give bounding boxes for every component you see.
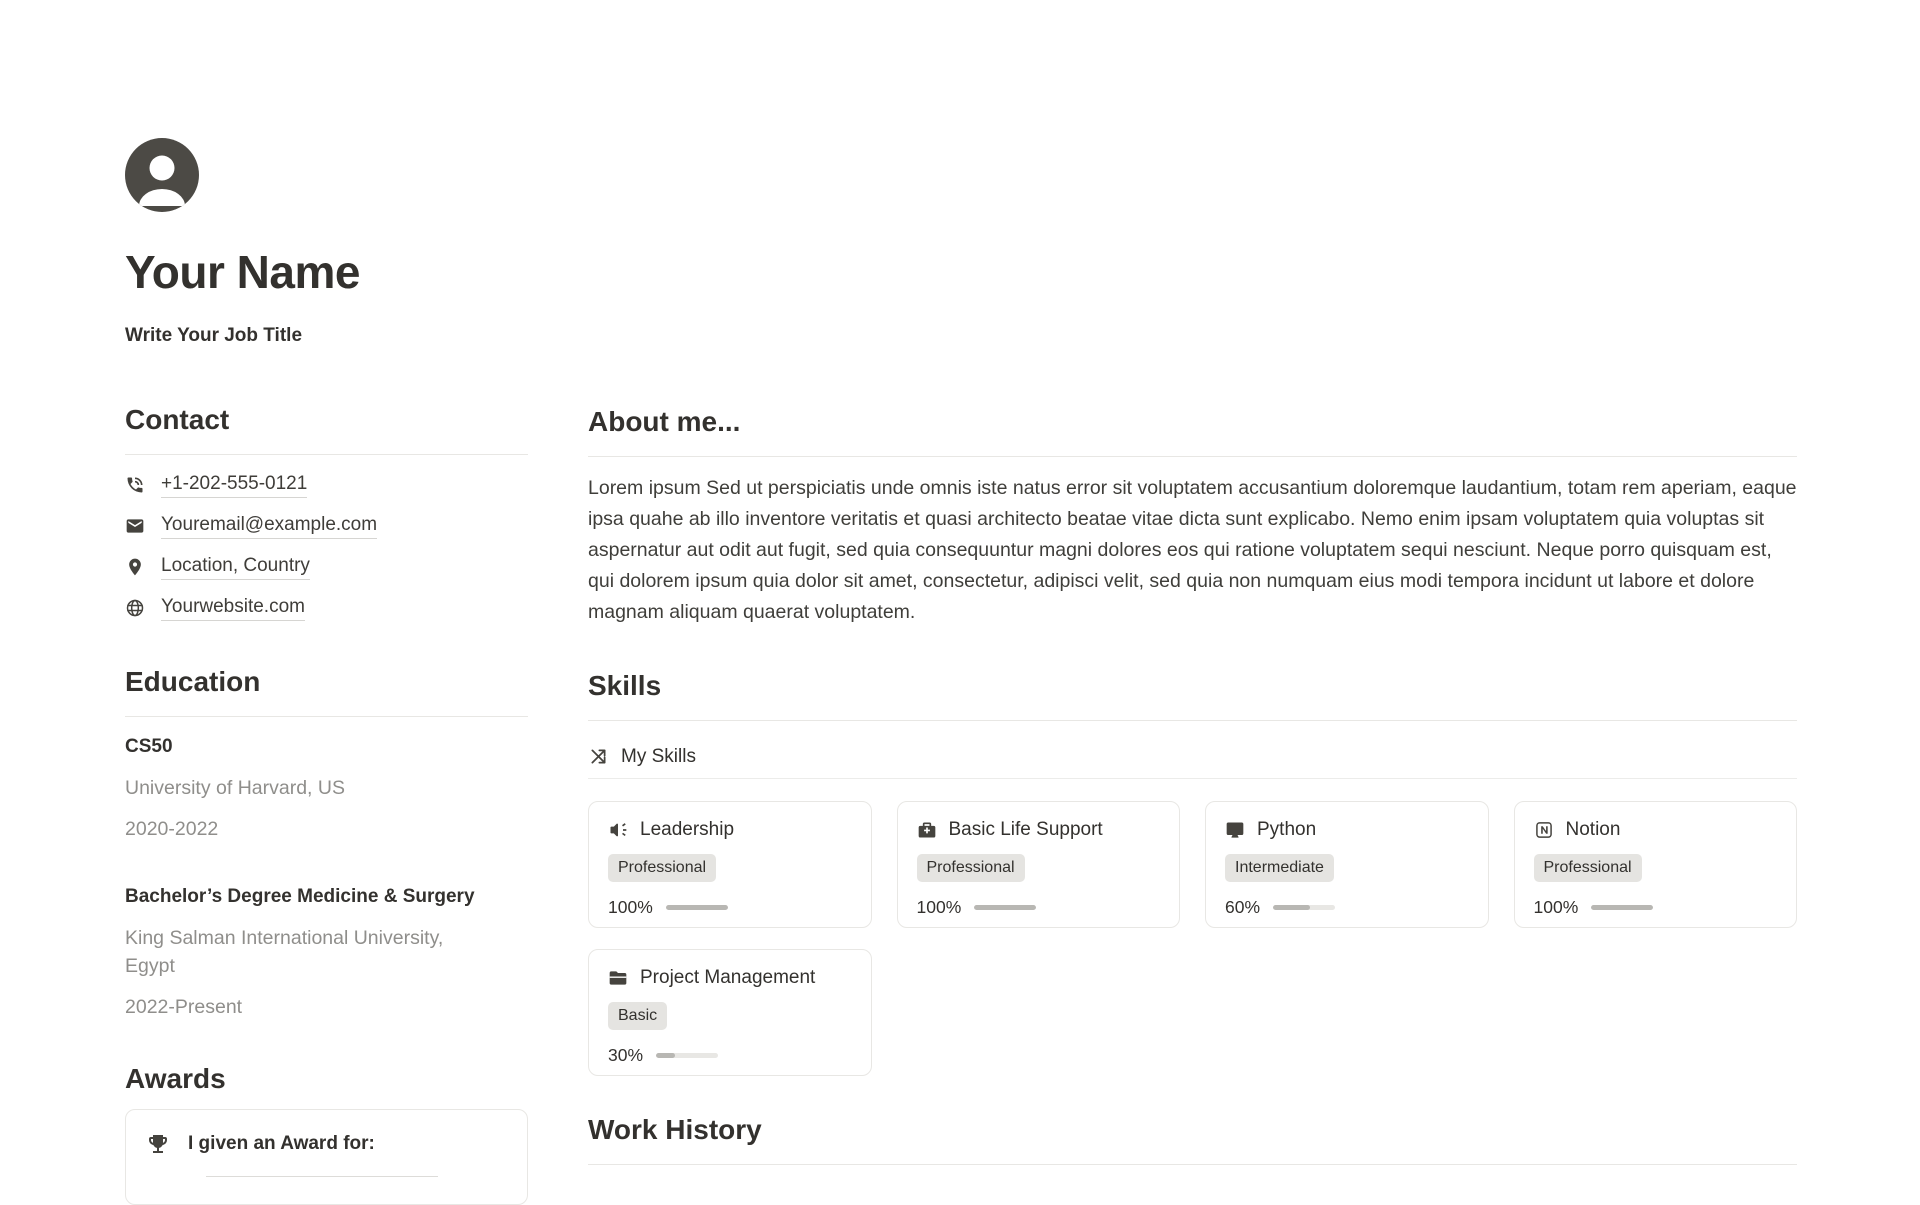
skill-card-head <box>917 819 1161 841</box>
skill-card-head <box>1225 819 1469 841</box>
skill-name: Leadership <box>640 819 735 840</box>
skill-card-head <box>608 819 852 841</box>
education-section <box>125 664 528 1021</box>
skill-level-badge: Basic <box>608 1002 667 1030</box>
progress-bar <box>666 905 728 910</box>
contact-row-email <box>125 510 528 542</box>
award-entry-line[interactable] <box>206 1176 438 1177</box>
skills-section <box>588 668 1797 1076</box>
progress-bar <box>656 1053 718 1058</box>
first-aid-kit-icon <box>917 820 937 840</box>
awards-section <box>125 1061 528 1205</box>
about-heading: About me... <box>588 404 1797 457</box>
skill-progress-row <box>608 1045 852 1066</box>
education-item <box>125 733 528 843</box>
education-title: Bachelor’s Degree Medicine & Surgery <box>125 886 475 907</box>
contact-row-phone <box>125 469 528 501</box>
skill-percent: 60% <box>1225 897 1261 917</box>
job-title: Write Your Job Title <box>125 325 303 346</box>
skill-level-badge: Professional <box>608 854 716 882</box>
trophy-icon <box>146 1132 170 1156</box>
skill-card-project-management[interactable] <box>588 949 872 1076</box>
skill-progress-row <box>608 897 852 918</box>
education-school: University of Harvard, US <box>125 777 345 799</box>
skill-progress-row <box>917 897 1161 918</box>
skill-percent: 100% <box>1533 897 1579 917</box>
work-history-heading: Work History <box>588 1112 1797 1165</box>
skill-card-head <box>1534 819 1778 841</box>
globe-icon <box>125 598 145 618</box>
education-heading: Education <box>125 664 528 717</box>
skill-name: Basic Life Support <box>948 819 1103 840</box>
education-period: 2022-Present <box>125 996 243 1018</box>
skill-cards-grid <box>588 801 1797 1076</box>
education-title: CS50 <box>125 736 173 757</box>
progress-bar <box>974 905 1036 910</box>
phone-icon <box>125 475 145 495</box>
right-column <box>588 404 1797 1205</box>
skill-card-leadership[interactable] <box>588 801 872 928</box>
skill-percent: 100% <box>916 897 962 917</box>
award-row <box>146 1132 507 1156</box>
about-text: Lorem ipsum Sed ut perspiciatis unde omnis iste natus error sit voluptatem accusantium doloremque laudantium, totam rem aperiam, eaque ipsa quahe ab illo inventore veritatis et quasi architecto beatae vitae dicta sunt explicabo. Nemo enim ipsam voluptatem quia voluptas sit aspernatur aut odit aut fugit, sed quia consequuntur magni dolores eos qui ratione voluptatem sequi nesciunt. Neque porro quisquam est, qui dolorem ipsum quia dolor sit amet, consectetur, adipisci velit, sed quia non numquam eius modi tempora incidunt ut labore et dolore magnam aliquam quaerat voluptatem. <box>588 477 1797 623</box>
skills-group-header[interactable] <box>588 735 1797 779</box>
skill-level-badge: Professional <box>917 854 1025 882</box>
folder-icon <box>608 968 628 988</box>
skill-card-head <box>608 967 852 989</box>
website-link[interactable]: Yourwebsite.com <box>161 596 305 621</box>
contact-section <box>125 402 528 624</box>
location-link[interactable]: Location, Country <box>161 555 310 580</box>
phone-link[interactable]: +1-202-555-0121 <box>161 473 307 498</box>
skill-card-basic-life-support[interactable] <box>897 801 1181 928</box>
email-link[interactable]: Youremail@example.com <box>161 514 377 539</box>
progress-bar <box>1273 905 1335 910</box>
contact-list <box>125 469 528 624</box>
location-pin-icon <box>125 557 145 577</box>
contact-heading: Contact <box>125 402 528 455</box>
monitor-icon <box>1225 820 1245 840</box>
left-column <box>125 138 528 1205</box>
skills-group-label: My Skills <box>621 745 696 767</box>
award-label: I given an Award for: <box>188 1133 375 1154</box>
skill-name: Python <box>1257 819 1317 840</box>
education-period: 2020-2022 <box>125 818 219 840</box>
contact-row-website <box>125 592 528 624</box>
skill-name: Project Management <box>640 967 816 988</box>
skill-level-badge: Professional <box>1534 854 1642 882</box>
mail-icon <box>125 516 145 536</box>
page-title: Your Name <box>125 246 360 298</box>
skill-card-notion[interactable] <box>1514 801 1798 928</box>
notion-logo-icon <box>1534 820 1554 840</box>
about-section <box>588 404 1797 628</box>
work-history-section <box>588 1112 1797 1165</box>
avatar[interactable] <box>125 138 199 212</box>
crossed-arrows-icon <box>588 746 609 767</box>
skills-heading: Skills <box>588 668 1797 721</box>
awards-heading: Awards <box>125 1063 226 1094</box>
skill-level-badge: Intermediate <box>1225 854 1334 882</box>
skill-percent: 30% <box>608 1045 644 1065</box>
skill-progress-row <box>1534 897 1778 918</box>
skill-card-python[interactable] <box>1205 801 1489 928</box>
award-card[interactable] <box>125 1109 528 1205</box>
skill-percent: 100% <box>608 897 653 917</box>
megaphone-icon <box>608 820 628 840</box>
education-item <box>125 883 528 1021</box>
education-school: King Salman International University, Egypt <box>125 927 444 977</box>
person-icon <box>125 138 199 212</box>
skill-name: Notion <box>1565 819 1621 840</box>
contact-row-location <box>125 551 528 583</box>
progress-bar <box>1591 905 1653 910</box>
skill-progress-row <box>1225 897 1469 918</box>
